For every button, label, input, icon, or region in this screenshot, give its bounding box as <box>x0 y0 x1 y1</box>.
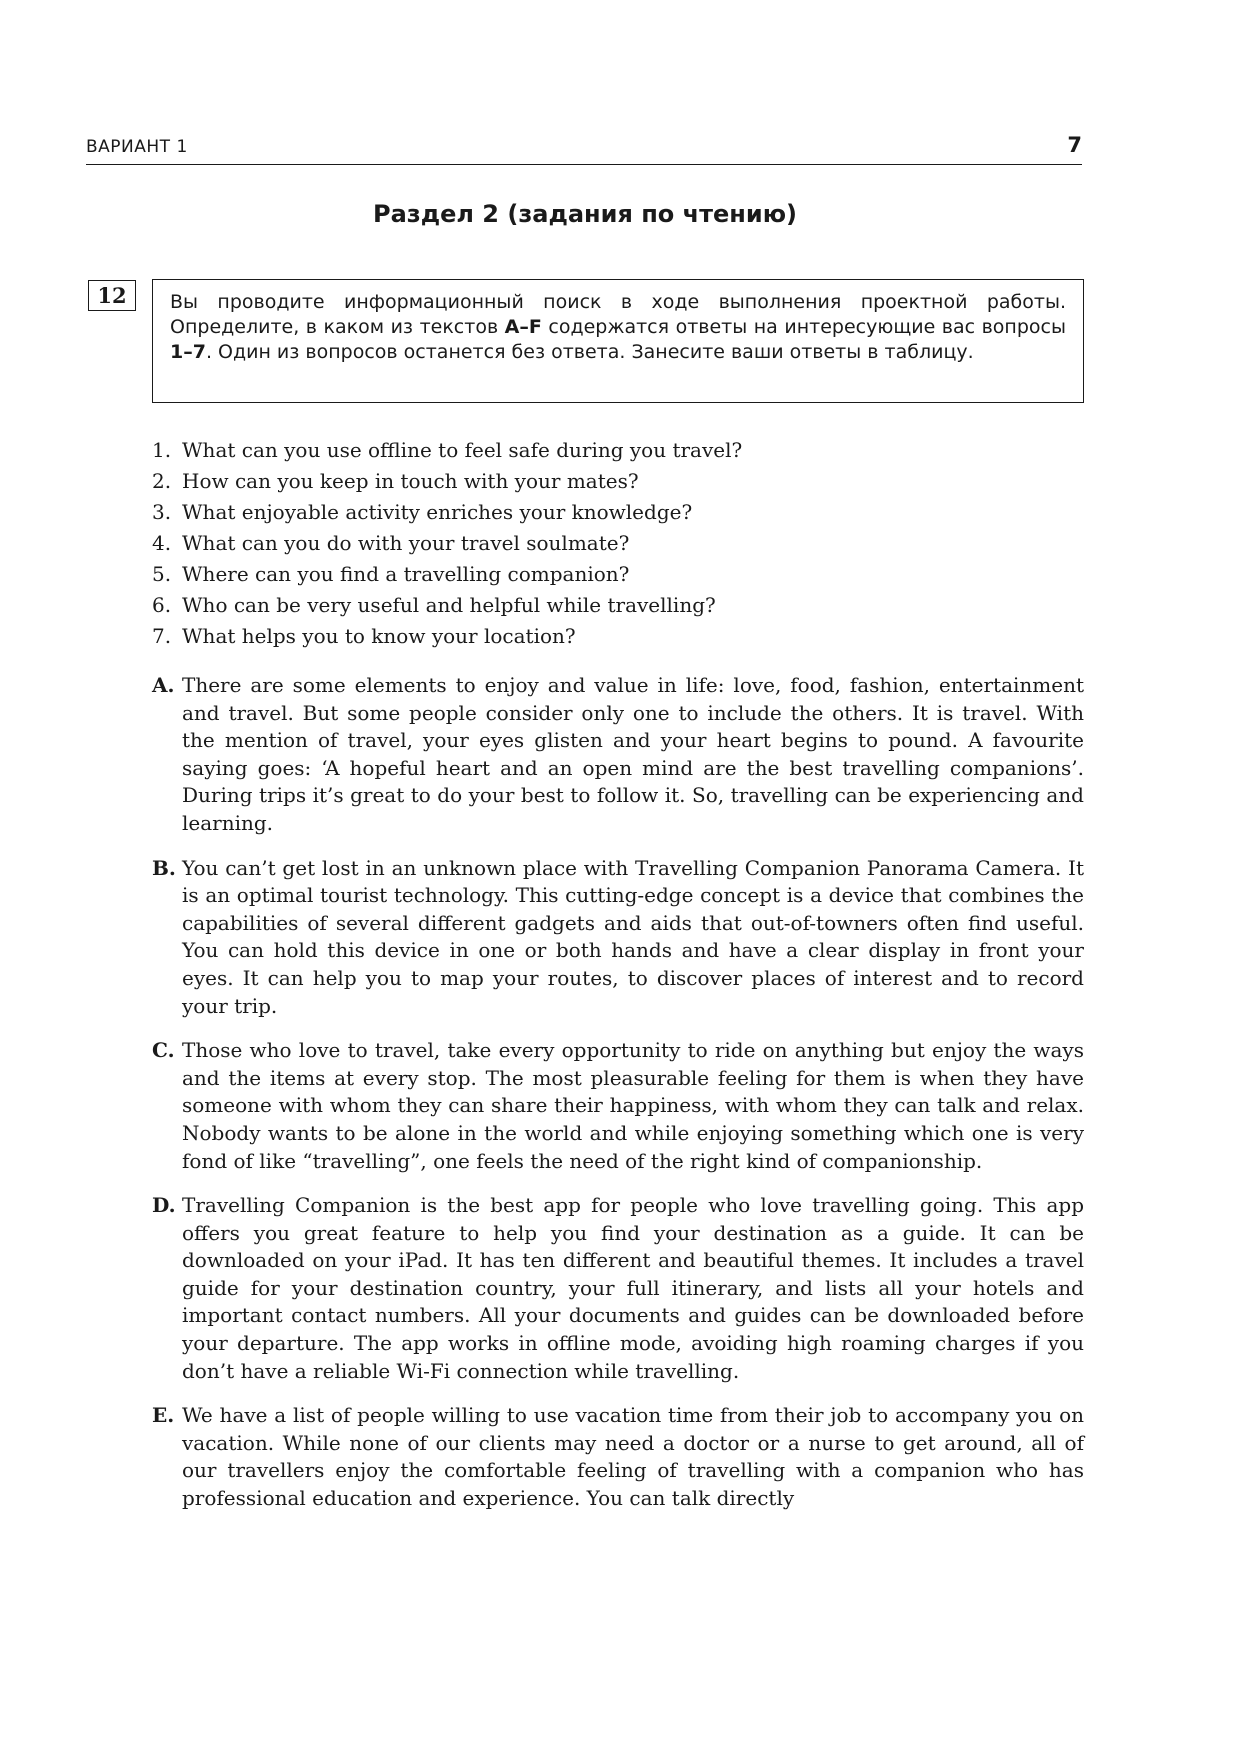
text-c <box>152 1037 1084 1175</box>
question-number: 4. <box>152 531 172 555</box>
question-number: 2. <box>152 469 172 493</box>
question-text: How can you keep in touch with your mates? <box>182 469 639 493</box>
text-letter: E. <box>152 1403 175 1428</box>
question-number: 5. <box>152 562 172 586</box>
task-number-box: 12 <box>88 280 136 311</box>
question-number: 6. <box>152 593 172 617</box>
instruction-questions-range: 1–7 <box>170 341 206 363</box>
question-text: What enjoyable activity enriches your knowledge? <box>182 500 693 524</box>
text-letter: B. <box>152 855 176 880</box>
text-b <box>152 855 1084 1021</box>
instruction-text: Вы проводите информационный поиск в ходе выполнения проектной работы. Определите, в каком из текстов <box>170 291 1066 338</box>
text-d <box>152 1192 1084 1385</box>
question-list <box>152 435 1084 652</box>
text-e <box>152 1402 1084 1512</box>
text-letter: D. <box>152 1193 176 1218</box>
task-instruction <box>152 279 1084 403</box>
question-item <box>152 435 1084 466</box>
page-number: 7 <box>1067 133 1082 157</box>
section-title: Раздел 2 (задания по чтению) <box>372 200 798 228</box>
text-body: You can’t get lost in an unknown place with Travelling Companion Panorama Camera. It is an optimal tourist technology. This cutting-edge concept is a device that combines the capabilities of several different gadgets and aids that out-of-towners often find useful. You can hold this device in one or both hands and have a clear display in front your eyes. It can help you to map your routes, to discover places of interest and to record your trip. <box>182 855 1084 1018</box>
text-body: We have a list of people willing to use vacation time from their job to accompany you on vacation. While none of our clients may need a doctor or a nurse to get around, all of our travellers enjoy the comfortable feeling of travelling with a companion who has professional education and experience. You can talk directly <box>182 1403 1084 1511</box>
question-text: What can you do with your travel soulmate? <box>182 531 630 555</box>
question-number: 3. <box>152 500 172 524</box>
reading-texts <box>152 672 1084 1530</box>
variant-label: ВАРИАНТ 1 <box>86 137 188 157</box>
question-number: 7. <box>152 624 172 648</box>
text-letter: C. <box>152 1038 175 1063</box>
question-item <box>152 559 1084 590</box>
text-body: Those who love to travel, take every opportunity to ride on anything but enjoy the ways and the items at every stop. The most pleasurable feeling for them is when they have someone with whom they can share their happiness, with whom they can talk and relax. Nobody wants to be alone in the world and while enjoying something which one is very fond of like “travelling”, one feels the need of the right kind of companionship. <box>182 1038 1084 1173</box>
question-item <box>152 621 1084 652</box>
instruction-texts-range: A–F <box>504 316 542 338</box>
text-a <box>152 672 1084 838</box>
question-text: What helps you to know your location? <box>182 624 576 648</box>
question-item <box>152 497 1084 528</box>
question-text: Who can be very useful and helpful while travelling? <box>182 593 716 617</box>
instruction-text: содержатся ответы на интересующие вас вопросы <box>541 316 1066 338</box>
question-text: What can you use offline to feel safe during you travel? <box>182 438 743 462</box>
text-body: Travelling Companion is the best app for people who love travelling going. This app offers you great feature to help you find your destination as a guide. It can be downloaded on your iPad. It has ten different and beautiful themes. It includes a travel guide for your destination country, your full itinerary, and lists all your hotels and important contact numbers. All your documents and guides can be downloaded before your departure. The app works in offline mode, avoiding high roaming charges if you don’t have a reliable Wi-Fi connection while travelling. <box>182 1193 1084 1383</box>
instruction-text: . Один из вопросов останется без ответа. Занесите ваши ответы в таблицу. <box>205 341 974 363</box>
text-body: There are some elements to enjoy and value in life: love, food, fashion, entertainment and travel. But some people consider only one to include the others. It is travel. With the mention of travel, your eyes glisten and your heart begins to pound. A favourite saying goes: ‘A hopeful heart and an open mind are the best travelling companions’. During trips it’s great to do your best to follow it. So, travelling can be experiencing and learning. <box>182 673 1084 835</box>
question-item <box>152 528 1084 559</box>
question-item <box>152 590 1084 621</box>
text-letter: A. <box>152 673 175 697</box>
question-text: Where can you find a travelling companion? <box>182 562 630 586</box>
running-header <box>86 134 1082 165</box>
question-number: 1. <box>152 438 172 462</box>
question-item <box>152 466 1084 497</box>
